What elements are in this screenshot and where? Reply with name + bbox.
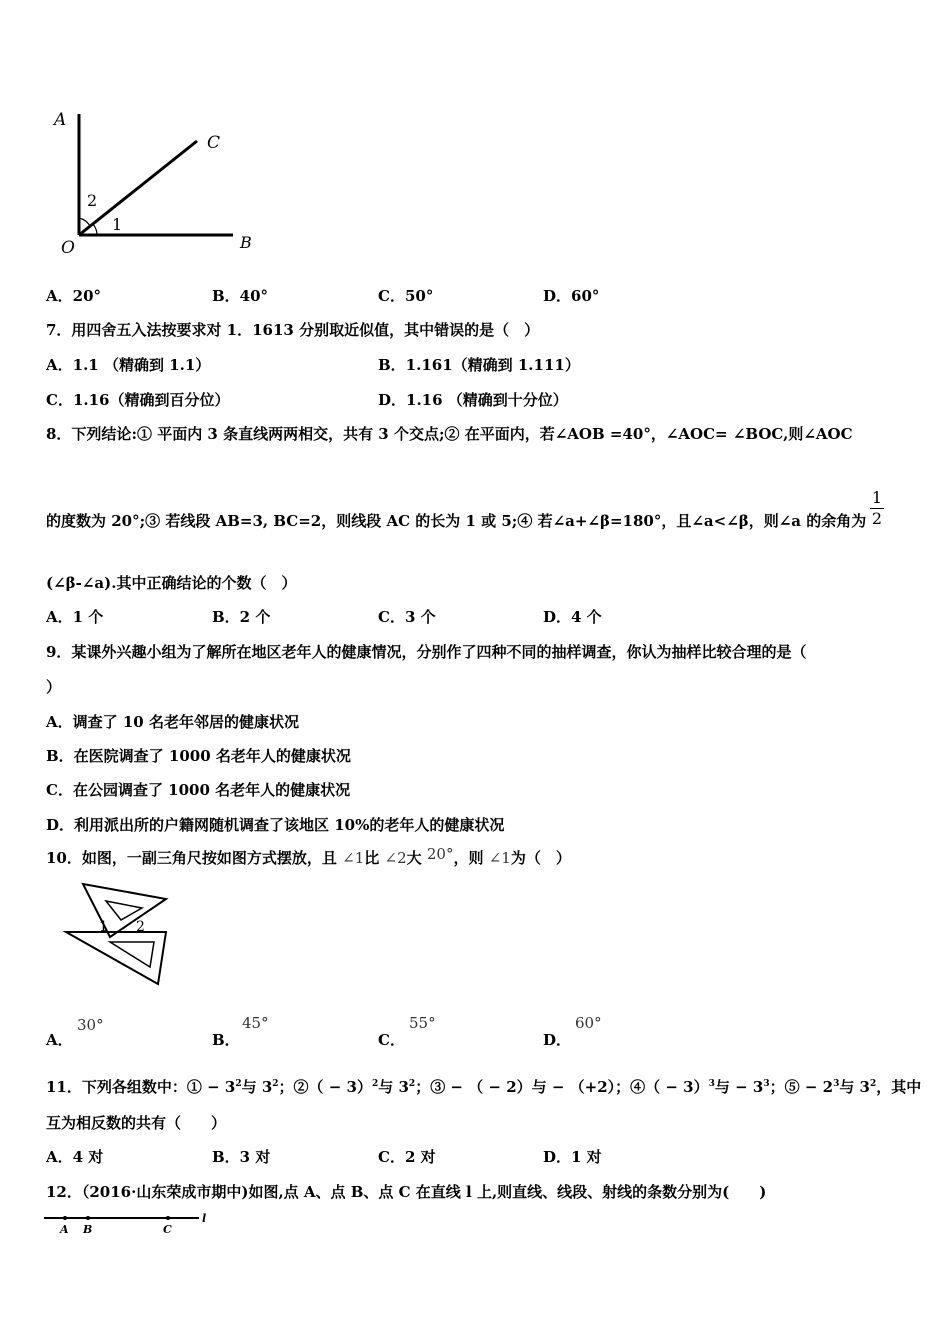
q10-stem-part-c: 大 bbox=[406, 849, 422, 867]
q12-stem: 12．（2016·山东荣成市期中)如图,点 A、点 B、点 C 在直线 l 上,则直线、线段、射线的条数分别为( ) bbox=[46, 1183, 767, 1201]
q11-part-2: 与 3 bbox=[241, 1078, 273, 1096]
q10-stem-part-e: 为（ ） bbox=[510, 849, 571, 867]
q8-option-b: B．2 个 bbox=[212, 608, 271, 626]
q11-part-9: ，其中 bbox=[876, 1078, 922, 1096]
q6-option-c: C．50° bbox=[378, 287, 434, 305]
q11-part-1: 11．下列各组数中：① − 3 bbox=[46, 1078, 236, 1096]
q10-option-c-letter: C． bbox=[378, 1031, 405, 1049]
q11-option-d: D．1 对 bbox=[543, 1148, 602, 1166]
q11-stem bbox=[46, 1077, 921, 1097]
q11-sup-d: 2 bbox=[408, 1079, 416, 1089]
q10-stem bbox=[46, 845, 571, 868]
q10-option-d-letter: D． bbox=[543, 1031, 572, 1049]
fraction-one-half bbox=[870, 488, 884, 529]
label-angle-1: 1 bbox=[112, 215, 123, 234]
q11-part-7: ；⑤ − 2 bbox=[769, 1078, 834, 1096]
label-a: A bbox=[54, 110, 67, 130]
q11-option-b: B．3 对 bbox=[212, 1148, 271, 1166]
q11-line-2: 互为相反数的共有（ ） bbox=[46, 1114, 227, 1132]
q10-stem-part-d: ，则 bbox=[453, 849, 484, 867]
q6-option-a: A．20° bbox=[46, 287, 102, 305]
q7-option-d: D．1.16 （精确到十分位） bbox=[378, 391, 568, 409]
fig-label-b: B bbox=[83, 1223, 93, 1236]
lower-triangle-inner bbox=[110, 942, 154, 967]
q11-part-3: ；②（ − 3） bbox=[278, 1078, 372, 1096]
q9-stem-1: 9．某课外兴趣小组为了解所在地区老年人的健康情况，分别作了四种不同的抽样调查，你认为抽样比较合理的是（ bbox=[46, 643, 807, 661]
label-b: B bbox=[240, 233, 252, 252]
q11-sup-g: 3 bbox=[833, 1079, 840, 1089]
q11-sup-h: 2 bbox=[870, 1079, 877, 1089]
fig-label-1: 1 bbox=[99, 919, 108, 935]
triangle-rulers-figure bbox=[60, 880, 170, 990]
q11-sup-e: 3 bbox=[708, 1079, 715, 1089]
q8-line-1: 8．下列结论:① 平面内 3 条直线两两相交，共有 3 个交点;② 在平面内，若∠AOB =40°，∠AOC= ∠BOC,则∠AOC bbox=[46, 425, 853, 443]
upper-triangle-inner bbox=[106, 901, 142, 920]
q9-option-b: B．在医院调查了 1000 名老年人的健康状况 bbox=[46, 747, 351, 765]
q8-option-a: A．1 个 bbox=[46, 608, 104, 626]
angle-arc-2 bbox=[79, 218, 90, 226]
q9-option-d: D．利用派出所的户籍网随机调查了该地区 10%的老年人的健康状况 bbox=[46, 816, 505, 834]
q11-sup-c: 2 bbox=[371, 1079, 379, 1089]
q6-option-b: B．40° bbox=[212, 287, 269, 305]
q11-option-a: A．4 对 bbox=[46, 1148, 104, 1166]
q11-part-5: ；③ − （ − 2）与 − （+2）；④（ − 3） bbox=[415, 1078, 709, 1096]
q10-option-b-value: 45° bbox=[242, 1014, 269, 1032]
q10-option-a-letter: A． bbox=[46, 1031, 73, 1049]
q10-option-b-letter: B． bbox=[212, 1031, 240, 1049]
q10-option-d-value: 60° bbox=[575, 1014, 602, 1032]
q10-option-a-value: 30° bbox=[77, 1016, 104, 1034]
fraction-denominator: 2 bbox=[871, 509, 883, 528]
q10-angle-1: ∠1 bbox=[342, 849, 365, 867]
q11-part-6: 与 − 3 bbox=[714, 1078, 764, 1096]
q11-sup-f: 3 bbox=[763, 1079, 770, 1089]
q11-part-8: 与 3 bbox=[839, 1078, 870, 1096]
q11-part-4: 与 3 bbox=[378, 1078, 409, 1096]
q7-stem: 7．用四舍五入法按要求对 1．1613 分别取近似值，其中错误的是（ ） bbox=[46, 321, 540, 339]
q9-option-a: A．调查了 10 名老年邻居的健康状况 bbox=[46, 713, 299, 731]
point-c bbox=[166, 1216, 170, 1220]
point-a bbox=[63, 1216, 67, 1220]
label-o: O bbox=[61, 238, 75, 258]
q7-option-a: A．1.1 （精确到 1.1） bbox=[46, 356, 211, 374]
q10-degree-20: 20° bbox=[426, 845, 454, 863]
fraction-numerator: 1 bbox=[871, 488, 883, 507]
angle-arc bbox=[93, 224, 97, 235]
upper-triangle bbox=[83, 884, 166, 937]
ray-oc bbox=[79, 141, 197, 235]
label-angle-2: 2 bbox=[87, 191, 98, 210]
fig-label-2: 2 bbox=[136, 919, 145, 935]
fig-label-l: l bbox=[202, 1212, 207, 1225]
line-figure bbox=[44, 1208, 214, 1238]
q7-option-b: B．1.161（精确到 1.111） bbox=[378, 356, 580, 374]
fig-label-c: C bbox=[163, 1223, 172, 1236]
fig-label-a: A bbox=[60, 1223, 69, 1236]
label-c: C bbox=[207, 133, 221, 153]
q8-option-d: D．4 个 bbox=[543, 608, 602, 626]
q10-stem-part-b: 比 bbox=[364, 849, 380, 867]
q8-line-2: 的度数为 20°;③ 若线段 AB=3, BC=2，则线段 AC 的长为 1 或 5;④ 若∠a+∠β=180°，且∠a<∠β，则∠a 的余角为 bbox=[46, 512, 867, 530]
q11-sup-b: 2 bbox=[272, 1079, 279, 1089]
q10-stem-part-a: 10．如图，一副三角尺按如图方式摆放，且 bbox=[46, 849, 337, 867]
q10-angle-2: ∠2 bbox=[384, 849, 407, 867]
angle-figure bbox=[50, 105, 270, 260]
q8-option-c: C．3 个 bbox=[378, 608, 436, 626]
q9-option-c: C．在公园调查了 1000 名老年人的健康状况 bbox=[46, 781, 351, 799]
q11-sup-a: 2 bbox=[235, 1079, 242, 1089]
q10-option-c-value: 55° bbox=[409, 1014, 436, 1032]
q11-option-c: C．2 对 bbox=[378, 1148, 436, 1166]
q9-stem-2: ） bbox=[46, 678, 62, 696]
q8-line-3: (∠β-∠a).其中正确结论的个数（ ） bbox=[46, 574, 297, 592]
point-b bbox=[86, 1216, 90, 1220]
q7-option-c: C．1.16（精确到百分位） bbox=[46, 391, 230, 409]
q10-angle-1-again: ∠1 bbox=[488, 849, 511, 867]
q6-option-d: D．60° bbox=[543, 287, 600, 305]
